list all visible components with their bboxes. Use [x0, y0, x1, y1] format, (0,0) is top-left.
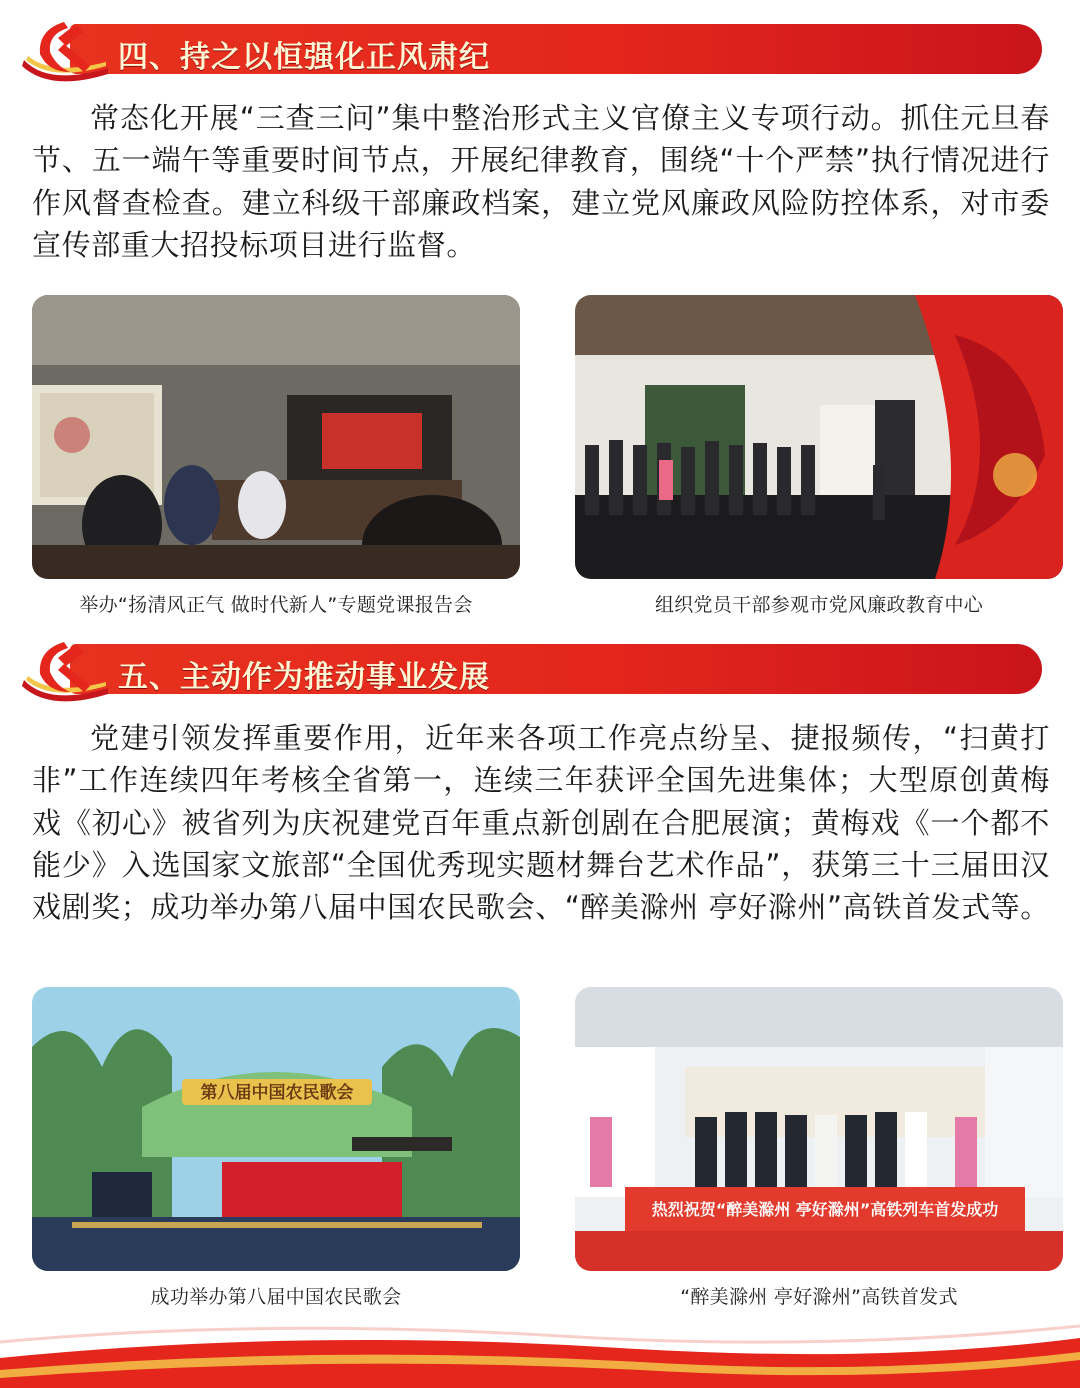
section-4-paragraph: 常态化开展“三查三问”集中整治形式主义官僚主义专项行动。抓住元旦春节、五一端午等重要时间节点，开展纪律教育，围绕“十个严禁”执行情况进行作风督查检查。建立科级干部廉政档案，建立党风廉政风险防控体系，对市委宣传部重大招投标项目进行监督。: [32, 101, 1050, 262]
meeting-room-photo-caption: 举办“扬清风正气 做时代新人”专题党课报告会: [79, 594, 473, 616]
section-5-title: 五、主动作为推动事业发展: [118, 660, 490, 695]
party-emblem-icon: [18, 636, 116, 706]
exhibition-visit-photo-caption: 组织党员干部参观市党风廉政教育中心: [654, 594, 984, 616]
footer-wave-decoration: [0, 1318, 1080, 1388]
party-emblem-icon: [18, 16, 116, 86]
train-launch-photo-caption: “醉美滁州 亭好滁州”高铁首发式: [680, 1286, 958, 1308]
stage-performance-photo-caption: 成功举办第八届中国农民歌会: [150, 1286, 402, 1308]
section-5-paragraph: 党建引领发挥重要作用，近年来各项工作亮点纷呈、捷报频传，“扫黄打非”工作连续四年考核全省第一，连续三年获评全国先进集体；大型原创黄梅戏《初心》被省列为庆祝建党百年重点新创剧在合肥展演；黄梅戏《一个都不能少》入选国家文旅部“全国优秀现实题材舞台艺术作品”，获第三十三届田汉戏剧奖；成功举办第八届中国农民歌会、“醉美滁州 亭好滁州”高铁首发式等。: [32, 721, 1050, 925]
section-4-title: 四、持之以恒强化正风肃纪: [118, 40, 490, 75]
section-5-header: [0, 634, 1080, 704]
stage-performance-photo: [32, 987, 520, 1271]
meeting-room-photo: [32, 295, 520, 579]
train-banner-text: 热烈祝贺“醉美滁州 亭好滁州”高铁列车首发成功: [651, 1200, 999, 1219]
exhibition-visit-photo: [575, 295, 1063, 579]
stage-sign-text: 第八届中国农民歌会: [200, 1083, 354, 1103]
train-launch-photo: [575, 987, 1063, 1271]
section-4-header: [0, 14, 1080, 84]
